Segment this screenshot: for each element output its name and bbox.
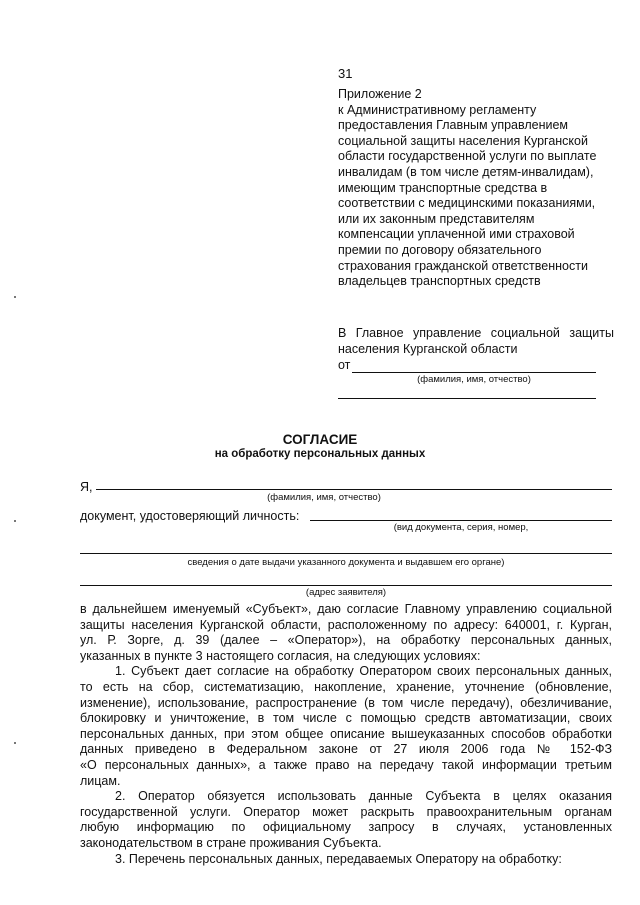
body-line: «О персональных данных», а также право на передачу такой информации третьим — [80, 757, 612, 772]
ya-label: Я, — [80, 480, 93, 494]
appendix-line: к Административному регламенту — [338, 102, 537, 117]
body-line: лицам. — [80, 773, 121, 788]
scan-mark — [14, 296, 16, 298]
appendix-line: предоставления Главным управлением — [338, 118, 569, 133]
appendix-line: компенсации уплаченной ими страховой — [338, 227, 575, 242]
body-line: в дальнейшем именуемый «Субъект», даю согласие Главному управлению социальной — [80, 602, 612, 616]
fio-field[interactable] — [96, 489, 612, 490]
address-caption: (адрес заявителя) — [305, 587, 387, 598]
appendix-line: соответствии с медицинскими показаниями, — [338, 196, 596, 211]
body-line: 2. Оператор обязуется использовать данные Субъекта в целях оказания — [115, 789, 612, 804]
appendix-line: социальной защиты населения Курганской — [338, 133, 588, 148]
body-line: указанных в пункте 3 настоящего согласия, на следующих условиях: — [80, 648, 481, 663]
fio-caption: (фамилия, имя, отчество) — [267, 492, 381, 503]
body-line: защиты населения Курганской области, расположенному по адресу: 640001, г. Курган, — [80, 617, 612, 632]
appendix-line: области государственной услуги по выплате — [338, 149, 597, 164]
body-line: блокировку и уничтожение, в том числе с помощью средств автоматизации, своих — [80, 711, 612, 726]
body-line: государственной услуги. Оператор может раскрыть правоохранительным органам — [80, 804, 612, 819]
addressee-line: В Главное управление социальной защиты — [338, 326, 614, 340]
appendix-line: или их законным представителям — [338, 211, 535, 226]
appendix-line: премии по договору обязательного — [338, 242, 542, 257]
doc-field[interactable] — [310, 520, 612, 521]
page-number: 31 — [338, 66, 353, 81]
body-line: данных приведено в Федеральном законе от 27 июля 2006 года № 152-ФЗ — [80, 742, 612, 757]
appendix-line: Приложение 2 — [338, 87, 422, 101]
appendix-line: владельцев транспортных средств — [338, 274, 541, 289]
body-line: 1. Субъект дает согласие на обработку Оператором своих персональных данных, — [115, 664, 612, 679]
appendix-line: инвалидам (в том числе детям-инвалидам), — [338, 164, 594, 179]
addressee-line: населения Курганской области — [338, 341, 518, 356]
scan-mark — [14, 520, 16, 522]
consent-body — [80, 602, 612, 867]
appendix-line: страхования гражданской ответственности — [338, 258, 588, 273]
body-line: законодательством в стране проживания Субъекта. — [80, 835, 382, 850]
appendix-line: имеющим транспортные средства в — [338, 180, 548, 195]
body-line: персональных данных, при этом общее описание вышеуказанных способов обработки — [80, 726, 612, 741]
addressee-block — [338, 326, 614, 357]
from-label: от — [338, 358, 351, 372]
document-title: СОГЛАСИЕ — [282, 432, 358, 447]
from-fio-caption: (фамилия, имя, отчество) — [417, 374, 531, 385]
body-line: 3. Перечень персональных данных, передаваемых Оператору на обработку: — [115, 851, 562, 866]
issue-caption: сведения о дате выдачи указанного документа и выдавшем его органе) — [187, 557, 505, 568]
address-field[interactable] — [80, 585, 612, 586]
body-line: любую информацию по официальному запросу в случаях, установленных — [80, 820, 612, 835]
appendix-block — [338, 87, 613, 290]
body-line: то есть на сбор, систематизацию, накопление, хранение, уточнение (обновление, — [80, 679, 612, 694]
from-extra-field[interactable] — [338, 398, 596, 399]
scan-mark — [14, 742, 16, 744]
body-line: изменение), использование, распространение (в том числе передачу), обезличивание, — [80, 695, 612, 710]
doc-caption: (вид документа, серия, номер, — [393, 522, 529, 533]
doc-label: документ, удостоверяющий личность: — [80, 509, 300, 523]
from-fio-field[interactable] — [352, 372, 596, 373]
issue-field[interactable] — [80, 553, 612, 554]
document-subtitle: на обработку персональных данных — [214, 448, 426, 460]
body-line: ул. Р. Зорге, д. 39 (далее – «Оператор»), на обработку персональных данных, — [80, 633, 612, 648]
